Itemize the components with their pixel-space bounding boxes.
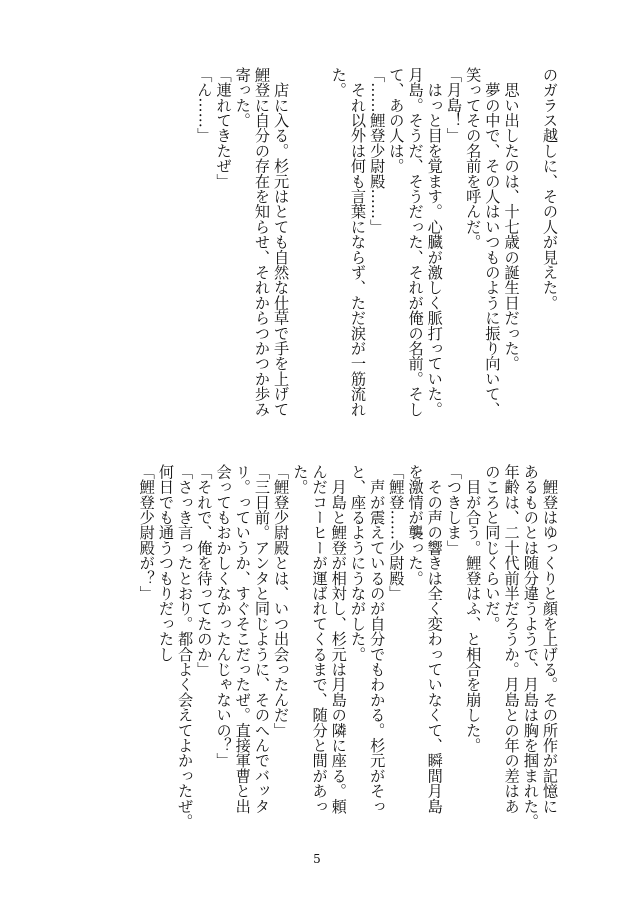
text-line: 「鯉登少尉殿が？」	[137, 464, 156, 601]
text-line: 目が合う。鯉登はふ、と相合を崩した。	[464, 464, 483, 753]
text-line: た。	[329, 67, 348, 98]
text-line: 月島と鯉登が相対し、杉元は月島の隣に座る。頼	[329, 464, 348, 814]
text-line: んだコーヒーが運ばれてくるまで、随分と間があっ	[310, 464, 329, 814]
page-number: 5	[313, 852, 321, 866]
text-line: その声の響きは全く変わっていなくて、瞬間月島	[425, 464, 444, 814]
text-line: 夢の中で、その人はいつものように振り向いて、	[483, 67, 502, 417]
text-line: それ以外は何も言葉にならず、ただ涙が一筋流れ	[348, 67, 367, 417]
text-line: 月島。そうだ、そうだった、それが俺の名前。そし	[406, 67, 425, 417]
text-line: 会ってもおかしくなかったんじゃないの？」	[214, 464, 233, 768]
text-line: あるものとは随分違うようで、月島は胸を掴まれた。	[521, 464, 540, 829]
text-line: はっと目を覚ます。心臓が激しく脈打っていた。	[425, 67, 444, 417]
text-line: 店に入る。杉元はとても自然な仕草で手を上げて	[272, 67, 291, 417]
text-line: 「さっき言ったとおり。都合よく会えてよかったぜ。	[176, 464, 195, 829]
text-line: 「ん……」	[195, 67, 214, 143]
text-line: 鯉登はゆっくりと顔を上げる。その所作が記憶に	[541, 464, 559, 814]
text-line: 「連れてきたぜ」	[214, 67, 233, 189]
upper-text-block	[194, 67, 559, 439]
text-line: 何日でも通うつもりだったし	[156, 464, 175, 662]
text-line: た。	[291, 464, 310, 495]
text-line: 「それで、俺を待ってたのか」	[195, 464, 214, 677]
text-line: 思い出したのは、十七歳の誕生日だった。	[502, 67, 521, 371]
text-line	[309, 67, 328, 439]
text-line: 寄った。	[233, 67, 252, 128]
text-line: 「三日前。アンタと同じように、そのへんでバッタ	[252, 464, 271, 814]
text-line	[521, 67, 540, 439]
text-line: と、座るようにうながした。	[348, 464, 367, 662]
text-line: 笑ってその名前を呼んだ。	[464, 67, 483, 250]
text-line: リ。っていうか、すぐそこだったぜ。直接軍曹と出	[233, 464, 252, 814]
text-line: のころと同じくらいだ。	[483, 464, 502, 632]
text-line: 年齢は、二十代前半だろうか。月島との年の差はあ	[502, 464, 521, 814]
text-line: 「つきしま」	[444, 464, 463, 556]
text-line: 「鯉登少尉殿とは、いつ出会ったんだ」	[272, 464, 291, 738]
text-line: 「……鯉登少尉殿……」	[368, 67, 387, 235]
lower-text-block	[137, 464, 559, 836]
text-line	[290, 67, 309, 439]
text-line: を激情が襲った。	[406, 464, 425, 586]
text-line: て、あの人は。	[387, 67, 406, 174]
text-line: のガラス越しに、その人が見えた。	[541, 67, 559, 311]
text-line: 鯉登に自分の存在を知らせ、それからつかつか歩み	[252, 67, 271, 417]
text-line: 「月島！」	[444, 67, 463, 143]
text-line: 声が震えているのが自分でもわかる。杉元がそっ	[368, 464, 387, 814]
text-line: 「鯉登……少尉殿」	[387, 464, 406, 601]
